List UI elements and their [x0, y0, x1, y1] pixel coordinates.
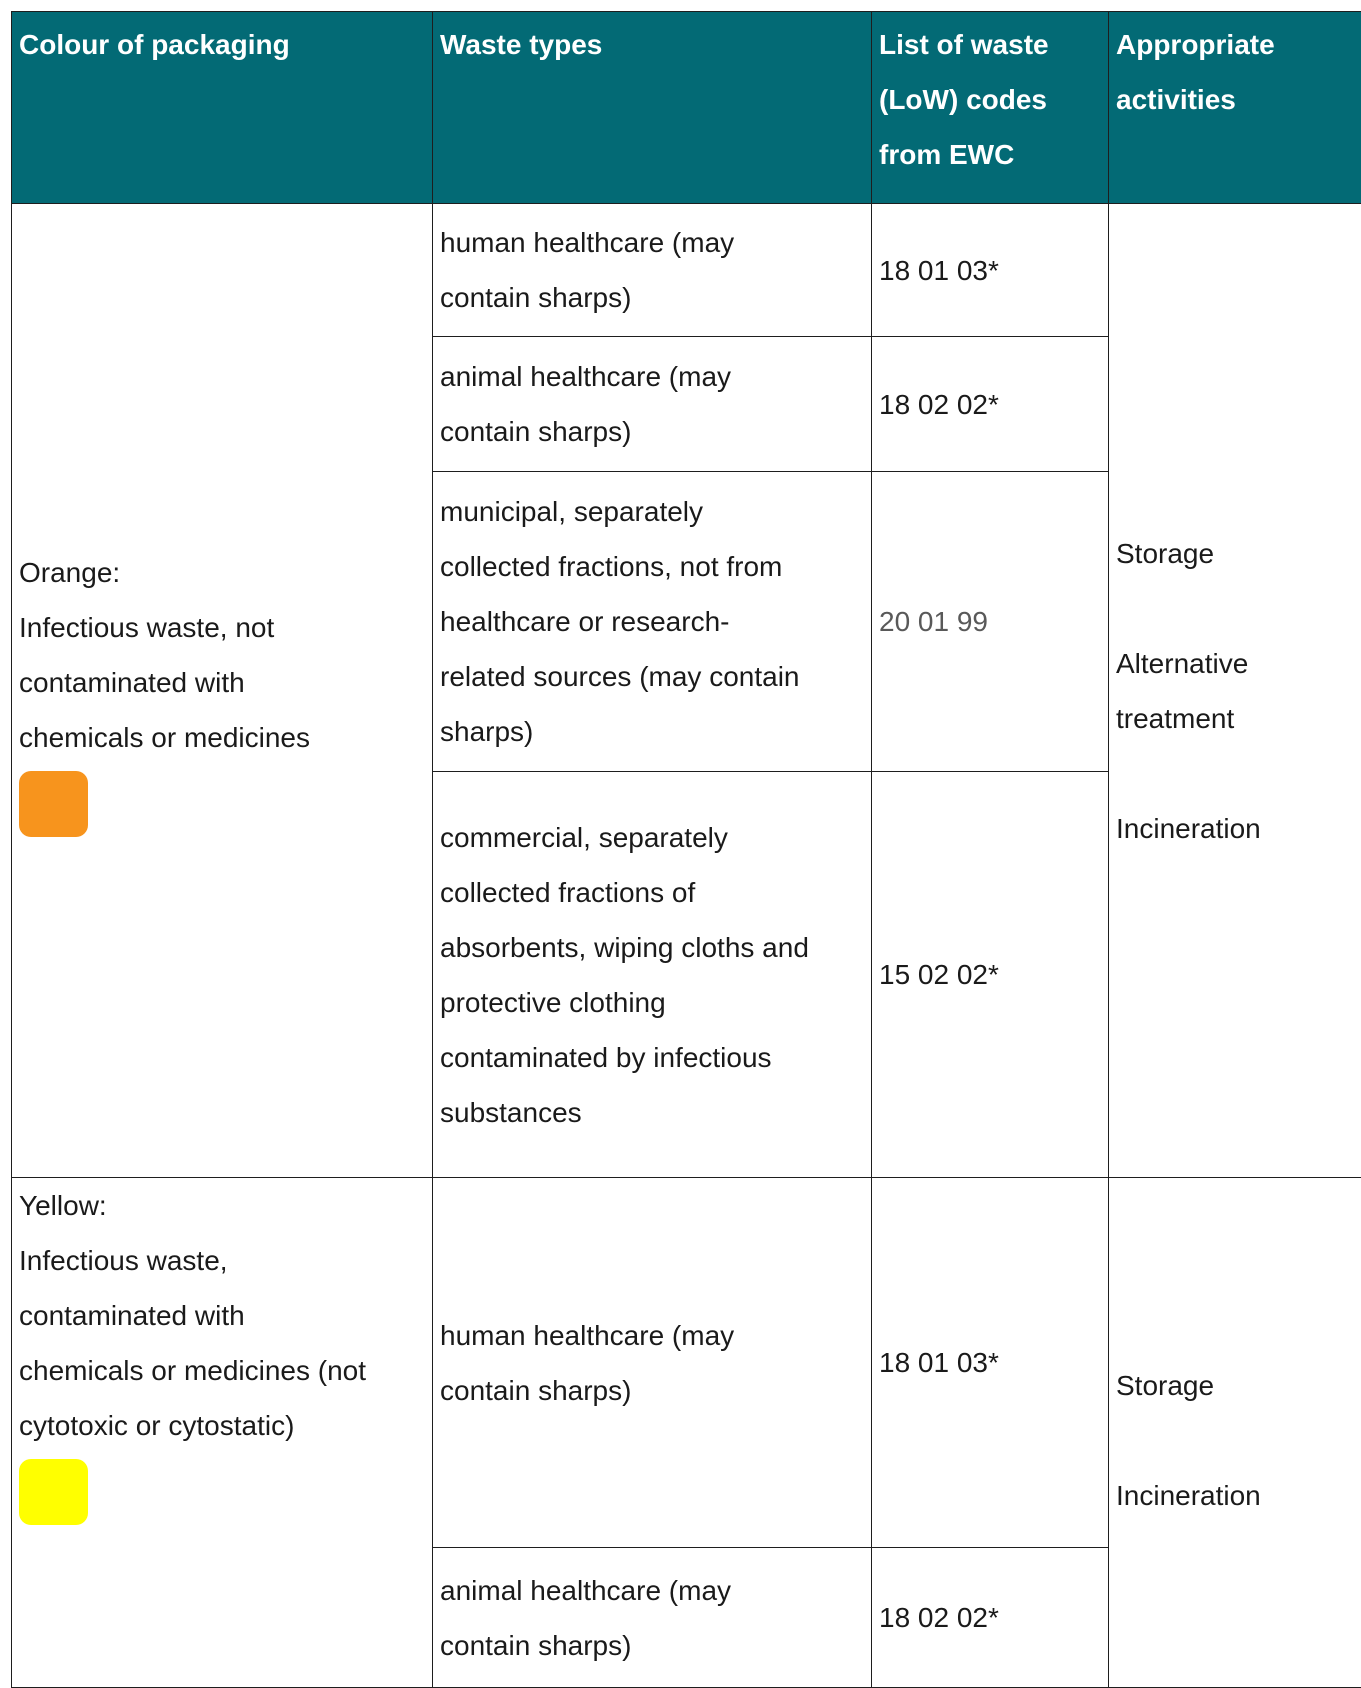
- colour-description-line: chemicals or medicines: [19, 722, 310, 753]
- activity-incineration: Incineration: [1116, 813, 1261, 844]
- waste-type-cell: [433, 1548, 872, 1688]
- activities-cell-orange: [1109, 204, 1361, 1178]
- low-code-cell: 18 01 03*: [872, 204, 1109, 337]
- packaging-colour-cell-orange: [12, 204, 433, 1178]
- waste-type-line: contain sharps): [440, 1375, 631, 1406]
- waste-type-line: collected fractions, not from: [440, 551, 782, 582]
- waste-type-line: animal healthcare (may: [440, 1575, 731, 1606]
- waste-type-line: absorbents, wiping cloths and: [440, 932, 809, 963]
- activity-incineration: Incineration: [1116, 1480, 1261, 1511]
- header-low-codes-line: (LoW) codes: [879, 84, 1047, 115]
- low-code-cell: 18 01 03*: [872, 1178, 1109, 1548]
- colour-description-line: contaminated with: [19, 1300, 245, 1331]
- waste-type-line: substances: [440, 1097, 582, 1128]
- activities-cell-yellow: [1109, 1178, 1361, 1688]
- low-code-cell: 18 02 02*: [872, 1548, 1109, 1688]
- waste-type-line: commercial, separately: [440, 822, 728, 853]
- waste-type-line: collected fractions of: [440, 877, 695, 908]
- waste-type-line: protective clothing: [440, 987, 666, 1018]
- yellow-colour-swatch: [19, 1459, 88, 1525]
- header-activities-line: activities: [1116, 84, 1236, 115]
- activity-storage: Storage: [1116, 1370, 1214, 1401]
- header-low-codes-line: List of waste: [879, 29, 1049, 60]
- colour-description-line: cytotoxic or cytostatic): [19, 1410, 294, 1441]
- waste-type-cell: [433, 337, 872, 472]
- activity-alternative-treatment-line: treatment: [1116, 703, 1234, 734]
- colour-description-line: Infectious waste, not: [19, 612, 274, 643]
- table-row: [12, 204, 1361, 337]
- waste-type-line: sharps): [440, 716, 533, 747]
- low-code-cell: 18 02 02*: [872, 337, 1109, 472]
- low-code-cell: 15 02 02*: [872, 772, 1109, 1178]
- waste-packaging-table: [11, 11, 1361, 1688]
- waste-type-line: contain sharps): [440, 416, 631, 447]
- orange-colour-swatch: [19, 771, 88, 837]
- header-appropriate-activities: [1109, 12, 1361, 204]
- header-waste-types: Waste types: [433, 12, 872, 204]
- low-code-cell: 20 01 99: [872, 472, 1109, 772]
- activity-storage: Storage: [1116, 538, 1214, 569]
- waste-type-line: animal healthcare (may: [440, 361, 731, 392]
- colour-description-line: Infectious waste,: [19, 1245, 228, 1276]
- waste-type-line: human healthcare (may: [440, 227, 734, 258]
- waste-type-line: contaminated by infectious: [440, 1042, 772, 1073]
- header-low-codes-line: from EWC: [879, 139, 1014, 170]
- activity-alternative-treatment-line: Alternative: [1116, 648, 1248, 679]
- header-row: [12, 12, 1361, 204]
- waste-type-cell: [433, 772, 872, 1178]
- header-activities-line: Appropriate: [1116, 29, 1275, 60]
- packaging-colour-cell-yellow: [12, 1178, 433, 1688]
- header-colour-of-packaging: Colour of packaging: [12, 12, 433, 204]
- waste-type-line: contain sharps): [440, 1630, 631, 1661]
- colour-name: Yellow:: [19, 1190, 107, 1221]
- waste-type-cell: [433, 204, 872, 337]
- colour-description-line: contaminated with: [19, 667, 245, 698]
- waste-type-line: municipal, separately: [440, 496, 703, 527]
- waste-type-line: healthcare or research-: [440, 606, 729, 637]
- table-row: [12, 1178, 1361, 1548]
- colour-description-line: chemicals or medicines (not: [19, 1355, 366, 1386]
- waste-type-cell: [433, 1178, 872, 1548]
- waste-type-line: human healthcare (may: [440, 1320, 734, 1351]
- header-low-codes: [872, 12, 1109, 204]
- waste-type-line: contain sharps): [440, 282, 631, 313]
- colour-name: Orange:: [19, 557, 120, 588]
- waste-type-line: related sources (may contain: [440, 661, 800, 692]
- waste-type-cell: [433, 472, 872, 772]
